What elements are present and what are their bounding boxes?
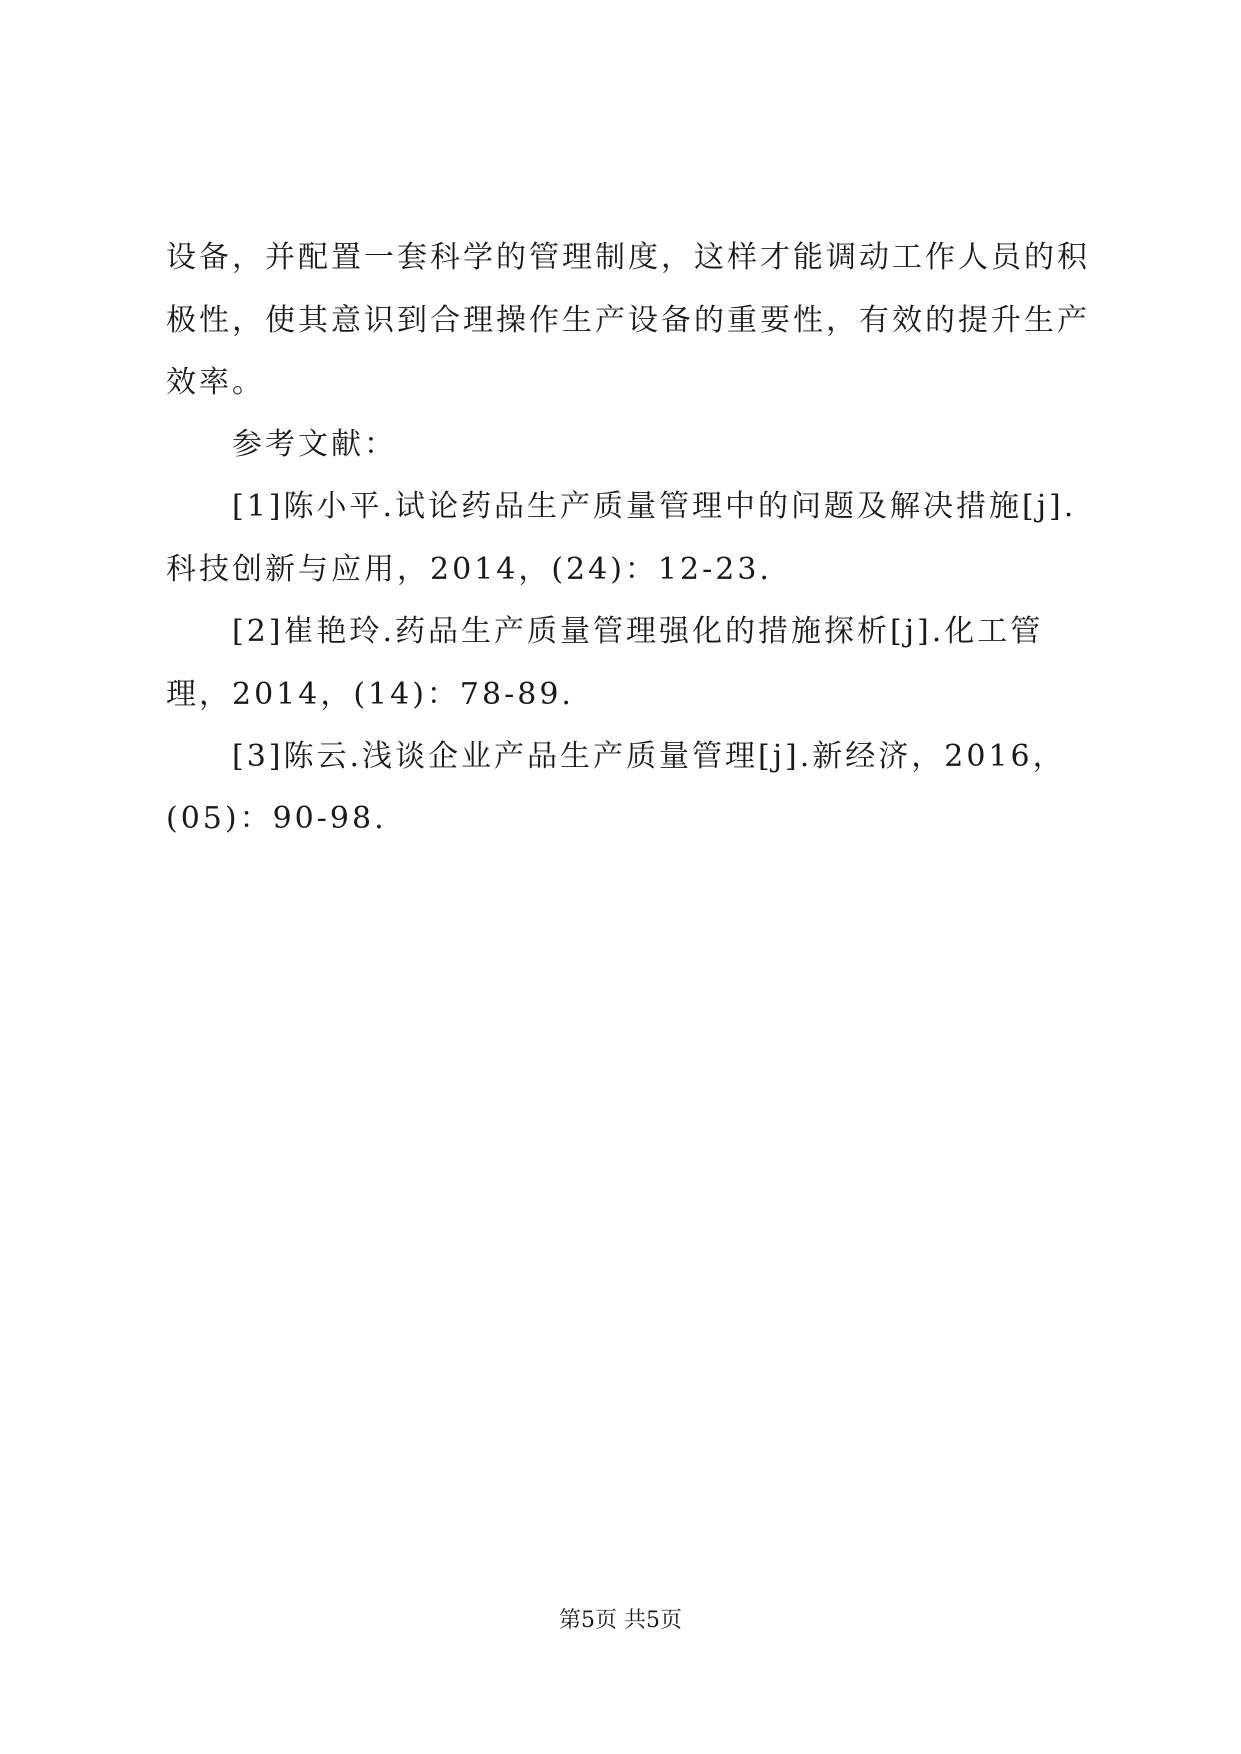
- reference-2-line-1: [2]崔艳玲.药品生产质量管理强化的措施探析[j].化工管: [232, 614, 1044, 649]
- body-text-line: 设备，并配置一套科学的管理制度，这样才能调动工作人员的积: [166, 240, 1090, 275]
- page-number-footer: 第5页 共5页: [559, 1608, 682, 1633]
- references-heading: 参考文献：: [232, 427, 397, 462]
- body-text-line: 效率。: [166, 365, 265, 400]
- reference-3-line-2: (05)：90-98.: [166, 801, 387, 836]
- reference-1-line-2: 科技创新与应用，2014，(24)：12-23.: [166, 552, 772, 587]
- reference-1-line-1: [1]陈小平.试论药品生产质量管理中的问题及解决措施[j].: [232, 489, 1077, 524]
- reference-2-line-2: 理，2014，(14)：78-89.: [166, 677, 574, 712]
- body-text-line: 极性，使其意识到合理操作生产设备的重要性，有效的提升生产: [166, 303, 1090, 338]
- reference-3-line-1: [3]陈云.浅谈企业产品生产质量管理[j].新经济，2016，: [232, 739, 1066, 774]
